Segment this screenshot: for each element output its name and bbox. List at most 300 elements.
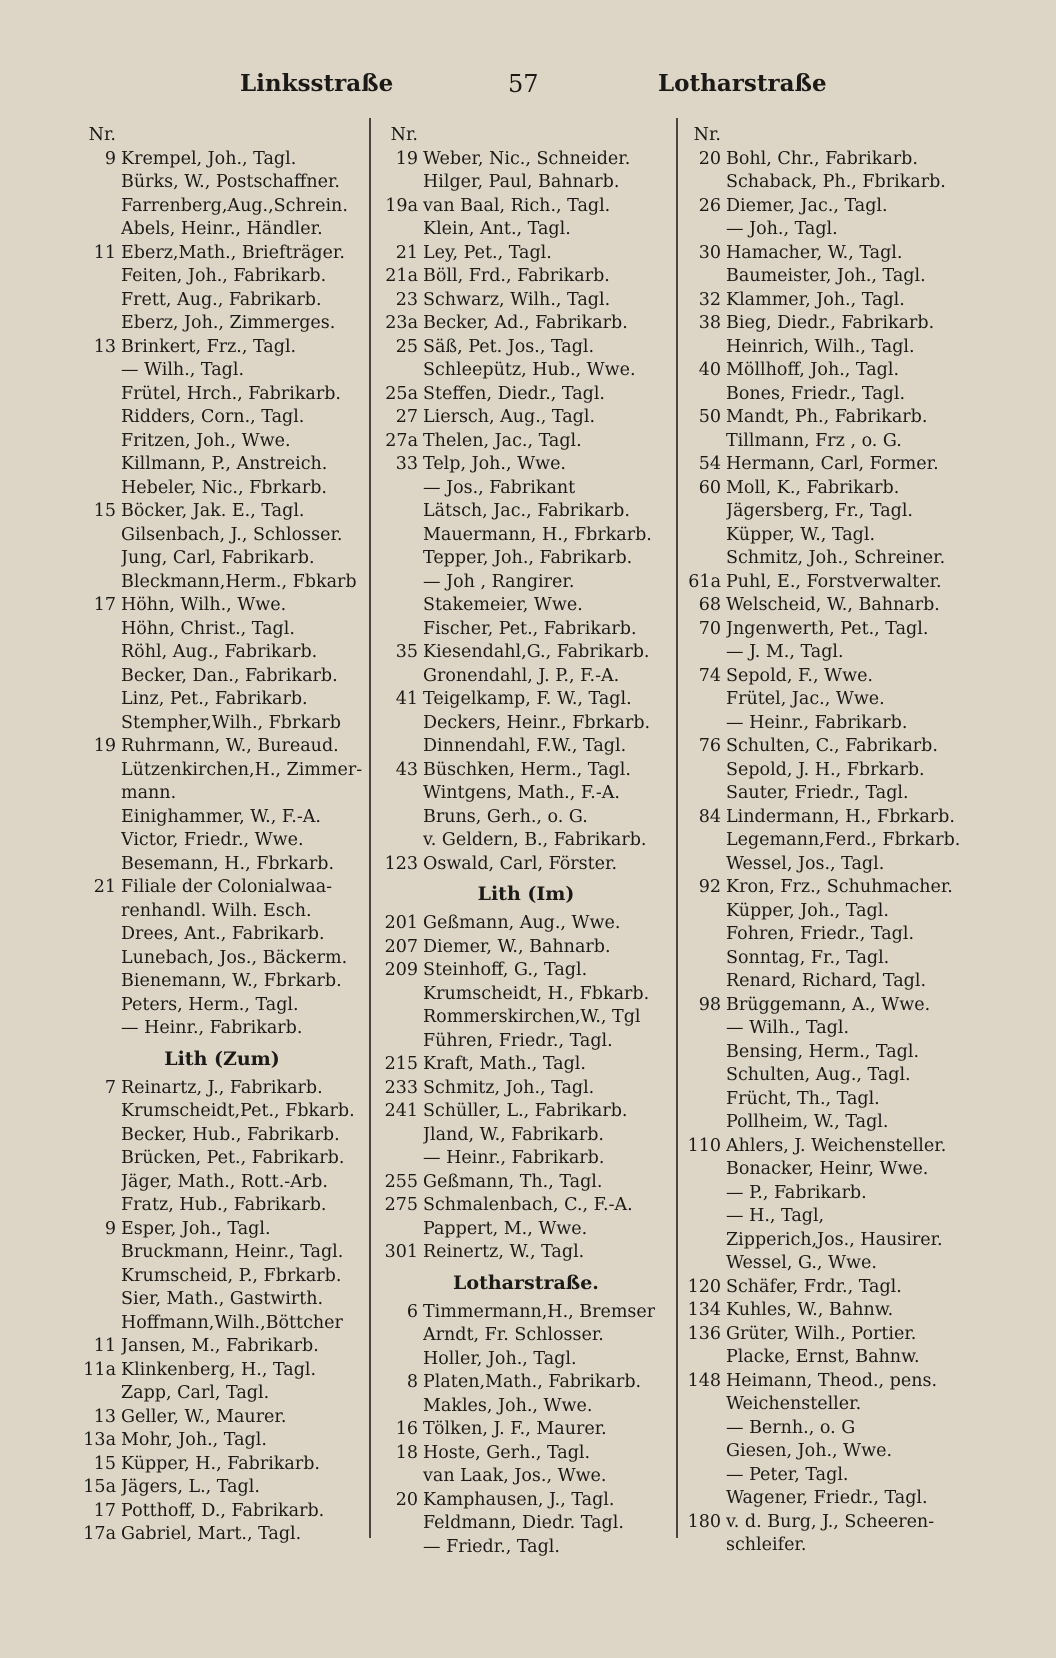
directory-entry — [380, 641, 672, 665]
directory-entry — [78, 312, 366, 336]
directory-entry — [78, 1288, 366, 1312]
house-number — [683, 1158, 726, 1182]
house-number — [683, 1182, 726, 1206]
directory-entry — [683, 477, 993, 501]
directory-entry — [78, 947, 366, 971]
directory-entry — [683, 1393, 993, 1417]
directory-entry — [78, 1523, 366, 1547]
house-number: 15a — [83, 1477, 116, 1497]
resident-entry: — Joh , Rangirer. — [423, 571, 575, 592]
directory-entry — [683, 735, 993, 759]
resident-entry: — Heinr., Fabrikarb. — [121, 1018, 303, 1038]
directory-entry — [380, 289, 672, 313]
resident-entry: Peters, Herm., Tagl. — [121, 994, 299, 1015]
directory-entry — [683, 1534, 993, 1558]
directory-entry — [380, 1371, 672, 1395]
resident-entry: Bieg, Diedr., Fabrikarb. — [726, 313, 935, 333]
resident-entry: Klein, Ant., Tagl. — [423, 219, 571, 239]
house-number: 17 — [93, 1500, 116, 1521]
directory-entry — [78, 1265, 366, 1289]
directory-entry — [683, 1135, 993, 1159]
resident-entry: van Laak, Jos., Wwe. — [423, 1466, 607, 1486]
directory-entry — [683, 1111, 993, 1135]
house-number: 60 — [698, 477, 721, 498]
directory-entry — [683, 1440, 993, 1464]
directory-entry — [380, 1348, 672, 1372]
house-number: 233 — [384, 1077, 418, 1098]
directory-entry — [380, 1324, 672, 1348]
resident-entry: Röhl, Aug., Fabrikarb. — [121, 642, 318, 662]
directory-entry — [683, 289, 993, 313]
house-number — [380, 571, 423, 595]
house-number: 21 — [93, 877, 116, 897]
directory-entry — [683, 242, 993, 266]
resident-entry: Victor, Friedr., Wwe. — [121, 830, 304, 850]
directory-entry — [78, 1429, 366, 1453]
resident-entry: Stempher,Wilh., Fbrkarb — [121, 712, 341, 733]
resident-entry: Jung, Carl, Fabrikarb. — [121, 548, 315, 568]
house-number — [78, 571, 121, 595]
resident-entry: Küpper, Joh., Tagl. — [726, 900, 889, 921]
directory-entry — [683, 853, 993, 877]
resident-entry: Hilger, Paul, Bahnarb. — [423, 172, 620, 192]
house-number — [683, 970, 726, 994]
directory-entry — [78, 148, 366, 172]
directory-entry — [78, 477, 366, 501]
right-street-heading: Lotharstraße — [658, 70, 827, 97]
resident-entry: v. Geldern, B., Fabrikarb. — [423, 830, 647, 850]
house-number: 180 — [687, 1511, 721, 1532]
resident-entry: Frett, Aug., Fabrikarb. — [121, 289, 322, 310]
house-number — [78, 265, 121, 289]
directory-entry — [683, 500, 993, 524]
resident-entry: Ley, Pet., Tagl. — [423, 242, 552, 263]
house-number: 43 — [395, 759, 418, 780]
house-number: 19a — [385, 195, 418, 216]
directory-entry — [78, 1100, 366, 1124]
directory-entry — [683, 594, 993, 618]
house-number — [380, 712, 423, 736]
resident-entry: Telp, Joh., Wwe. — [423, 454, 566, 474]
directory-entry — [380, 983, 672, 1007]
directory-entry — [683, 947, 993, 971]
directory-entry — [78, 829, 366, 853]
resident-entry: Mauermann, H., Fbrkarb. — [423, 524, 652, 545]
house-number — [380, 1218, 423, 1242]
house-number — [78, 1194, 121, 1218]
resident-entry: Säß, Pet. Jos., Tagl. — [423, 336, 595, 357]
directory-entry — [683, 829, 993, 853]
directory-entry — [683, 1064, 993, 1088]
directory-entry — [78, 618, 366, 642]
house-number — [380, 618, 423, 642]
resident-entry: Brücken, Pet., Fabrikarb. — [121, 1148, 345, 1168]
resident-entry: Abels, Heinr., Händler. — [121, 219, 323, 239]
house-number — [380, 1324, 423, 1348]
directory-entry — [380, 1171, 672, 1195]
directory-entry — [683, 618, 993, 642]
house-number — [380, 1395, 423, 1419]
house-number — [683, 218, 726, 242]
directory-entry — [683, 641, 993, 665]
house-number — [380, 477, 423, 501]
resident-entry: Oswald, Carl, Förster. — [423, 853, 618, 874]
resident-entry: Wintgens, Math., F.-A. — [423, 783, 620, 803]
house-number — [78, 218, 121, 242]
house-number — [78, 900, 121, 924]
house-number — [380, 500, 423, 524]
house-number: 136 — [687, 1323, 721, 1344]
directory-entry — [380, 453, 672, 477]
house-number — [683, 712, 726, 736]
directory-entry — [380, 759, 672, 783]
resident-entry: — Peter, Tagl. — [726, 1464, 849, 1485]
house-number: 275 — [384, 1195, 418, 1215]
directory-entry — [683, 383, 993, 407]
directory-entry — [78, 547, 366, 571]
house-number: Nr. — [390, 125, 418, 145]
house-number: 301 — [384, 1242, 418, 1262]
directory-entry — [78, 1453, 366, 1477]
house-number: 11 — [93, 242, 116, 263]
house-number — [380, 983, 423, 1007]
house-number — [380, 1124, 423, 1148]
resident-entry: Besemann, H., Fbrkarb. — [121, 853, 335, 874]
directory-entry — [380, 1301, 672, 1325]
resident-entry: Lätsch, Jac., Fabrikarb. — [423, 501, 630, 521]
street-section-heading: Lith (Zum) — [164, 1047, 280, 1070]
resident-entry: — P., Fabrikarb. — [726, 1182, 867, 1203]
resident-entry: Schmitz, Joh., Schreiner. — [726, 548, 946, 568]
directory-entry — [78, 970, 366, 994]
resident-entry: Diemer, W., Bahnarb. — [423, 936, 611, 957]
directory-entry — [78, 453, 366, 477]
house-number — [78, 641, 121, 665]
resident-entry: Linz, Pet., Fabrikarb. — [121, 689, 308, 709]
resident-entry: Hamacher, W., Tagl. — [726, 242, 903, 263]
house-number — [683, 923, 726, 947]
directory-entry — [78, 641, 366, 665]
resident-entry: Hoffmann,Wilh.,Böttcher — [121, 1312, 343, 1333]
directory-entry — [380, 1147, 672, 1171]
resident-entry: Bleckmann,Herm., Fbkarb — [121, 571, 357, 592]
house-number — [683, 759, 726, 783]
resident-entry: Placke, Ernst, Bahnw. — [726, 1347, 920, 1367]
directory-entry — [380, 959, 672, 983]
resident-entry: Bones, Friedr., Tagl. — [726, 383, 906, 404]
directory-entry — [683, 1276, 993, 1300]
house-number — [683, 782, 726, 806]
resident-entry: Geller, W., Maurer. — [121, 1406, 287, 1427]
resident-entry: Höhn, Wilh., Wwe. — [121, 595, 287, 615]
house-number — [78, 1147, 121, 1171]
house-number: 98 — [698, 994, 721, 1015]
directory-entry — [683, 1088, 993, 1112]
page-number: 57 — [508, 70, 539, 98]
left-street-heading: Linksstraße — [240, 70, 394, 97]
directory-entry — [78, 806, 366, 830]
directory-column-1 — [78, 124, 366, 1547]
directory-entry — [78, 923, 366, 947]
directory-entry — [380, 712, 672, 736]
house-number — [683, 1487, 726, 1511]
house-number: 74 — [698, 665, 721, 686]
directory-entry — [78, 500, 366, 524]
resident-entry: Giesen, Joh., Wwe. — [726, 1441, 893, 1461]
house-number: 123 — [384, 853, 418, 874]
resident-entry: — Heinr., Fabrikarb. — [726, 712, 908, 733]
house-number — [380, 1465, 423, 1489]
resident-entry: Krumscheidt, H., Fbkarb. — [423, 983, 650, 1004]
directory-entry — [380, 571, 672, 595]
directory-entry — [380, 1053, 672, 1077]
directory-entry — [683, 124, 993, 148]
directory-entry — [683, 1511, 993, 1535]
directory-entry — [683, 171, 993, 195]
resident-entry: Kamphausen, J., Tagl. — [423, 1489, 615, 1510]
resident-entry: Reinartz, J., Fabrikarb. — [121, 1077, 323, 1098]
house-number: 25 — [395, 336, 418, 357]
resident-entry: Hebeler, Nic., Fbrkarb. — [121, 477, 327, 498]
house-number — [78, 970, 121, 994]
house-number: 9 — [104, 1218, 116, 1239]
directory-entry — [380, 124, 672, 148]
resident-entry: — Wilh., Tagl. — [121, 360, 245, 380]
resident-entry: — Friedr., Tagl. — [423, 1536, 560, 1557]
house-number: 41 — [395, 689, 418, 709]
house-number — [78, 688, 121, 712]
resident-entry: Kraft, Math., Tagl. — [423, 1054, 586, 1074]
directory-entry — [380, 524, 672, 548]
resident-entry: Kron, Frz., Schuhmacher. — [726, 877, 953, 897]
directory-entry — [78, 900, 366, 924]
resident-entry: Schüller, L., Fabrikarb. — [423, 1101, 628, 1121]
house-number — [78, 853, 121, 877]
resident-entry: Arndt, Fr. Schlosser. — [423, 1325, 604, 1345]
house-number — [380, 524, 423, 548]
resident-entry: Fischer, Pet., Fabrikarb. — [423, 618, 637, 639]
directory-entry — [78, 1476, 366, 1500]
directory-entry — [683, 806, 993, 830]
resident-entry: Böll, Frd., Fabrikarb. — [423, 266, 610, 286]
directory-entry — [683, 406, 993, 430]
resident-entry: Makles, Joh., Wwe. — [423, 1395, 593, 1416]
house-number — [683, 829, 726, 853]
directory-entry — [683, 1370, 993, 1394]
directory-entry — [683, 900, 993, 924]
directory-entry — [683, 547, 993, 571]
house-number — [78, 1288, 121, 1312]
resident-entry: Schaback, Ph., Fbrikarb. — [726, 172, 946, 192]
house-number — [683, 688, 726, 712]
directory-entry — [78, 712, 366, 736]
house-number: 215 — [384, 1054, 418, 1074]
directory-entry — [78, 1017, 366, 1041]
directory-entry — [683, 1417, 993, 1441]
resident-entry: Brüggemann, A., Wwe. — [726, 994, 931, 1015]
resident-entry: Diemer, Jac., Tagl. — [726, 195, 888, 216]
house-number: 92 — [698, 877, 721, 897]
house-number — [380, 806, 423, 830]
resident-entry: Jäger, Math., Rott.-Arb. — [121, 1171, 328, 1192]
directory-entry — [683, 571, 993, 595]
resident-entry: Ahlers, J. Weichensteller. — [726, 1135, 947, 1156]
resident-entry: Sonntag, Fr., Tagl. — [726, 947, 890, 968]
resident-entry: Pappert, M., Wwe. — [423, 1218, 588, 1239]
house-number: 68 — [698, 595, 721, 615]
directory-entry — [380, 1489, 672, 1513]
resident-entry: Liersch, Aug., Tagl. — [423, 407, 596, 427]
resident-entry: Heinrich, Wilh., Tagl. — [726, 336, 915, 357]
house-number — [78, 994, 121, 1018]
resident-entry: Einighammer, W., F.-A. — [121, 806, 321, 827]
house-number — [78, 383, 121, 407]
house-number: 201 — [384, 913, 418, 933]
house-number — [683, 524, 726, 548]
house-number: 26 — [698, 195, 721, 216]
resident-entry: renhandl. Wilh. Esch. — [121, 900, 312, 921]
directory-entry — [380, 594, 672, 618]
house-number — [683, 430, 726, 454]
house-number: 17a — [83, 1524, 116, 1544]
house-number — [380, 547, 423, 571]
house-number: 30 — [698, 242, 721, 263]
directory-entry — [380, 265, 672, 289]
resident-entry: Gabriel, Mart., Tagl. — [121, 1524, 302, 1544]
house-number — [683, 641, 726, 665]
resident-entry: Klammer, Joh., Tagl. — [726, 289, 905, 310]
house-number — [78, 1265, 121, 1289]
house-number: 16 — [395, 1419, 418, 1439]
house-number: 33 — [395, 454, 418, 474]
house-number: 54 — [698, 454, 721, 474]
resident-entry: Farrenberg,Aug.,Schrein. — [121, 195, 348, 216]
resident-entry: Küpper, W., Tagl. — [726, 524, 876, 545]
house-number: 61a — [688, 571, 721, 592]
directory-entry — [78, 218, 366, 242]
house-number — [683, 1346, 726, 1370]
resident-entry: Krempel, Joh., Tagl. — [121, 148, 297, 169]
house-number — [78, 289, 121, 313]
house-number: 70 — [698, 618, 721, 639]
directory-entry — [683, 1205, 993, 1229]
resident-entry: Gilsenbach, J., Schlosser. — [121, 524, 343, 545]
house-number: 13 — [93, 1406, 116, 1427]
resident-entry: Bohl, Chr., Fabrikarb. — [726, 148, 918, 169]
house-number — [78, 195, 121, 219]
directory-entry — [78, 1500, 366, 1524]
resident-entry: Welscheid, W., Bahnarb. — [726, 595, 940, 615]
house-number: 20 — [395, 1489, 418, 1510]
house-number — [78, 171, 121, 195]
house-number: 11a — [83, 1359, 116, 1380]
directory-entry — [380, 406, 672, 430]
house-number — [380, 735, 423, 759]
house-number — [683, 171, 726, 195]
resident-entry: — H., Tagl, — [726, 1206, 825, 1226]
directory-entry — [78, 759, 366, 783]
house-number: 8 — [406, 1372, 418, 1392]
resident-entry: Hoste, Gerh., Tagl. — [423, 1442, 591, 1463]
resident-entry: — Heinr., Fabrikarb. — [423, 1148, 605, 1168]
directory-entry — [78, 1171, 366, 1195]
house-number — [380, 1512, 423, 1536]
resident-entry: Wessel, Jos., Tagl. — [726, 853, 885, 874]
house-number: 76 — [698, 736, 721, 756]
resident-entry: Jland, W., Fabrikarb. — [423, 1124, 604, 1145]
directory-entry — [380, 195, 672, 219]
resident-entry: Kiesendahl,G., Fabrikarb. — [423, 642, 650, 662]
house-number — [78, 923, 121, 947]
resident-entry: Sepold, J. H., Fbrkarb. — [726, 759, 925, 780]
resident-entry: Heimann, Theod., pens. — [726, 1370, 938, 1391]
resident-entry: Brinkert, Frz., Tagl. — [121, 336, 297, 357]
resident-entry: Pollheim, W., Tagl. — [726, 1112, 889, 1132]
directory-entry — [683, 218, 993, 242]
resident-entry: schleifer. — [726, 1535, 807, 1555]
house-number — [78, 1017, 121, 1041]
resident-entry: Dinnendahl, F.W., Tagl. — [423, 736, 627, 756]
house-number: 19 — [395, 148, 418, 169]
directory-entry — [683, 265, 993, 289]
resident-entry: Becker, Hub., Fabrikarb. — [121, 1124, 340, 1145]
house-number — [78, 665, 121, 689]
directory-column-2 — [380, 124, 672, 1559]
house-number: 50 — [698, 407, 721, 427]
directory-entry — [78, 1194, 366, 1218]
directory-entry — [78, 1147, 366, 1171]
resident-entry: Lindermann, H., Fbrkarb. — [726, 806, 955, 827]
resident-entry: Teigelkamp, F. W., Tagl. — [423, 689, 632, 709]
directory-entry — [78, 688, 366, 712]
house-number — [683, 1440, 726, 1464]
directory-entry — [78, 876, 366, 900]
directory-entry — [78, 782, 366, 806]
directory-entry — [380, 336, 672, 360]
house-number: 6 — [406, 1301, 418, 1322]
directory-entry — [380, 477, 672, 501]
house-number — [78, 1124, 121, 1148]
resident-entry: Feiten, Joh., Fabrikarb. — [121, 266, 327, 286]
resident-entry: Schulten, C., Fabrikarb. — [726, 736, 938, 756]
resident-entry: mann. — [121, 783, 177, 803]
house-number: 207 — [384, 936, 418, 957]
directory-entry — [683, 1346, 993, 1370]
resident-entry: Höhn, Christ., Tagl. — [121, 618, 295, 639]
house-number: Nr. — [693, 125, 721, 145]
directory-entry — [380, 430, 672, 454]
directory-entry — [683, 1229, 993, 1253]
house-number — [683, 265, 726, 289]
house-number — [683, 1229, 726, 1253]
house-number — [683, 1417, 726, 1441]
resident-entry: Schäfer, Frdr., Tagl. — [726, 1276, 902, 1297]
directory-entry — [78, 665, 366, 689]
house-number — [78, 712, 121, 736]
directory-entry — [683, 1182, 993, 1206]
house-number: 110 — [687, 1135, 721, 1156]
directory-entry — [380, 312, 672, 336]
resident-entry: Bonacker, Heinr, Wwe. — [726, 1159, 929, 1179]
resident-entry: Krumscheid, P., Fbrkarb. — [121, 1265, 342, 1286]
house-number: 32 — [698, 289, 721, 310]
directory-entry — [78, 124, 366, 148]
directory-entry — [683, 1017, 993, 1041]
directory-entry — [380, 936, 672, 960]
resident-entry: Küpper, H., Fabrikarb. — [121, 1453, 320, 1474]
resident-entry: Geßmann, Aug., Wwe. — [423, 913, 621, 933]
directory-entry — [78, 430, 366, 454]
